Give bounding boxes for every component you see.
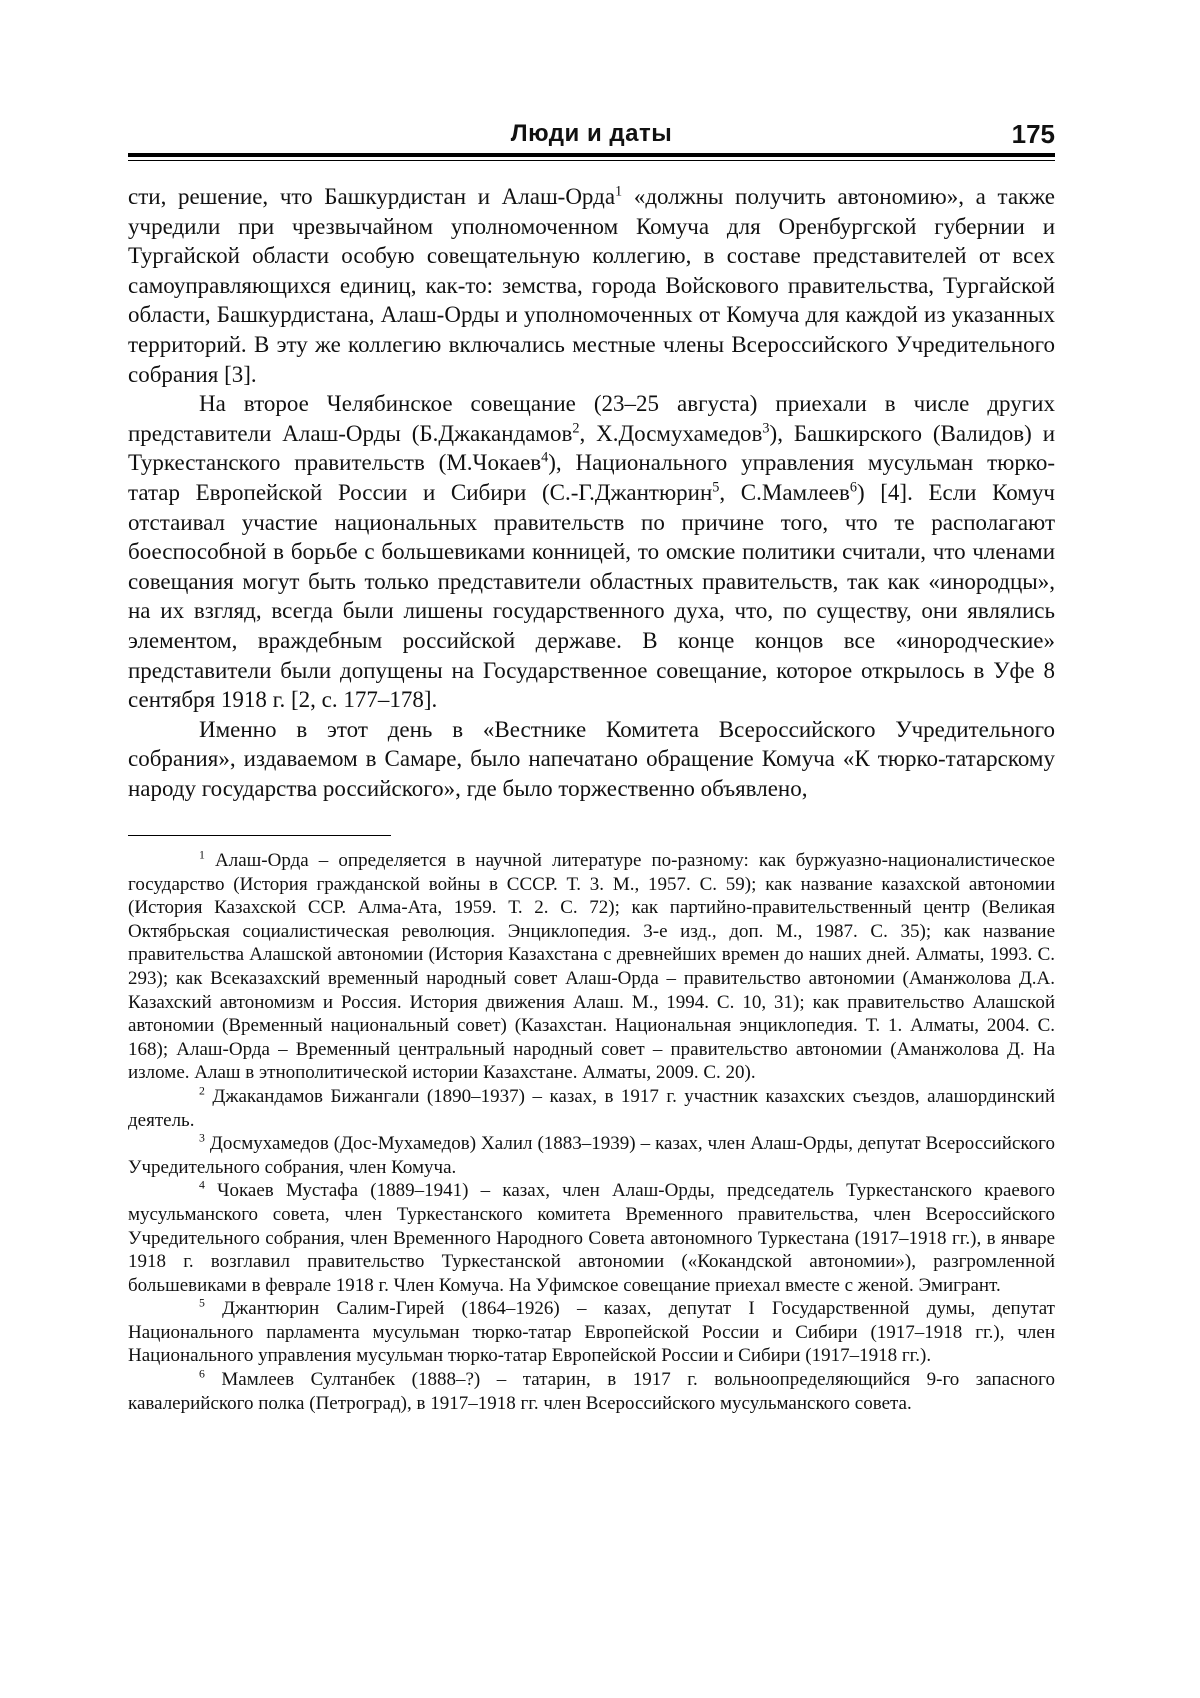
footnotes (128, 849, 1055, 1415)
page-number: 175 (1011, 119, 1055, 149)
paragraph-1 (128, 182, 1055, 389)
paragraph-2-text-b: , Х.Досмухамедов (579, 420, 763, 446)
running-title: Люди и даты (510, 120, 673, 147)
footnote-ref-6: 6 (849, 479, 857, 496)
footnote-3 (128, 1132, 1055, 1179)
footnote-mark-6: 6 (199, 1367, 205, 1381)
paragraph-2 (128, 389, 1055, 715)
header-rule-thick (128, 153, 1055, 157)
footnote-text-2: Джакандамов Бижангали (1890–1937) – казах, в 1917 г. участник казахских съездов, алашординский деятель. (128, 1085, 1055, 1131)
footnote-1 (128, 849, 1055, 1085)
footnote-ref-2: 2 (572, 420, 580, 437)
footnote-ref-3: 3 (762, 420, 770, 437)
footnote-text-3: Досмухамедов (Дос-Мухамедов) Халил (1883–1939) – казах, член Алаш-Орды, депутат Всероссийского Учредительного собрания, член Комуча. (128, 1133, 1055, 1178)
footnote-ref-4: 4 (541, 449, 549, 466)
footnote-text-1: Алаш-Орда – определяется в научной литературе по-разному: как буржуазно-националистическое государство (История гражданской войны в СССР. Т. 3. М., 1957. С. 59); как название казахской автономии (История Казахской ССР. Алма-Ата, 1959. Т. 2. С. 72); как партийно-правительственный центр (Великая Октябрьская социалистическая революция. Энциклопедия. 3-е изд., доп. М., 1987. С. 35); как название правительства Алашской автономии (История Казахстана с древнейших времен до наших дней. Алматы, 1993. С. 293); как Всеказахский временный народный совет Алаш-Орда – правительство автономии (Аманжолова Д.А. Казахский автономизм и Россия. История движения Алаш. М., 1994. С. 10, 31); как правительство Алашской автономии (Временный национальный совет) (Казахстан. Национальная энциклопедия. Т. 1. Алматы, 2004. С. 168); Алаш-Орда – Временный центральный народный совет – правительство автономии (Аманжолова Д. На изломе. Алаш в этнополитической истории Казахстане. Алматы, 2009. С. 20). (128, 850, 1055, 1084)
footnote-mark-1: 1 (199, 848, 205, 862)
footnote-mark-4: 4 (199, 1178, 205, 1192)
footnote-mark-2: 2 (199, 1084, 205, 1098)
footnote-ref-1: 1 (615, 183, 623, 200)
main-text (128, 182, 1055, 803)
footnote-text-6: Мамлеев Султанбек (1888–?) – татарин, в 1917 г. вольноопределяющийся 9-го запасного кавалерийского полка (Петроград), в 1917–1918 гг. член Всероссийского мусульманского совета. (128, 1369, 1055, 1414)
footnote-ref-5: 5 (712, 479, 720, 496)
footnote-mark-5: 5 (199, 1296, 205, 1310)
header-rule-thin (128, 160, 1055, 161)
paragraph-2-text-c: ), Башкирского (Валидов) и Туркестанского правительств (М.Чокаев (128, 420, 1056, 476)
footnote-5 (128, 1297, 1055, 1368)
paragraph-3: Именно в этот день в «Вестнике Комитета Всероссийского Учредительного собрания», издаваемом в Самаре, было напечатано обращение Комуча «К тюрко-татарскому народу государства российского», где было торжественно объявлено, (128, 716, 1055, 801)
footnote-4 (128, 1179, 1055, 1297)
footnote-separator (128, 835, 391, 836)
footnote-text-5: Джантюрин Салим-Гирей (1864–1926) – казах, депутат I Государственной думы, депутат Национального парламента мусульман тюрко-татар Европейской России и Сибири (1917–1918 гг.), член Национального управления мусульман тюрко-татар Европейской России и Сибири (1917–1918 гг.). (128, 1298, 1055, 1367)
footnote-text-4: Чокаев Мустафа (1889–1941) – казах, член Алаш-Орды, председатель Туркестанского краевого мусульманского совета, член Туркестанского комитета Временного правительства, член Всероссийского Учредительного собрания, член Временного Народного Совета автономного Туркестана (1917–1918 гг.), в январе 1918 г. возглавил правительство Туркестанской автономии («Кокандской автономии»), разгромленной большевиками в феврале 1918 г. Член Комуча. На Уфимское совещание приехал вместе с женой. Эмигрант. (128, 1180, 1055, 1296)
footnote-6 (128, 1368, 1055, 1415)
running-header (128, 118, 1055, 154)
paragraph-2-text-f: ) [4]. Если Комуч отстаивал участие национальных правительств по причине того, что те располагают боеспособной в борьбе с большевиками конницей, то омские политики считали, что членами совещания могут быть только представители областных правительств, так как «инородцы», на их взгляд, всегда были лишены государственного духа, что, по существу, они являлись элементом, враждебным российской державе. В конце концов все «инородческие» представители были допущены на Государственное совещание, которое открылось в Уфе 8 сентября 1918 г. [2, с. 177–178]. (128, 479, 1055, 713)
paragraph-1-text-a: сти, решение, что Башкурдистан и Алаш-Орда (128, 184, 616, 209)
paragraph-1-text-b: «должны получить автономию», а также учредили при чрезвычайном уполномоченном Комуча для Оренбургской губернии и Тургайской области особую совещательную коллегию, в составе представителей от всех самоуправляющихся единиц, как-то: земства, города Войскового правительства, Тургайской области, Башкурдистана, Алаш-Орды и уполномоченных от Комуча для каждой из указанных территорий. В эту же коллегию включались местные члены Всероссийского Учредительного собрания [3]. (128, 184, 1055, 387)
paragraph-2-text-a: На второе Челябинское совещание (23–25 августа) приехали в числе других представители Алаш-Орды (Б.Джакандамов (128, 391, 1055, 446)
paragraph-2-text-d: ), Национального управления мусульман тюрко-татар Европейской России и Сибири (С.-Г.Джантюрин (128, 450, 1055, 505)
footnote-2 (128, 1085, 1055, 1132)
footnote-mark-3: 3 (199, 1131, 205, 1145)
paragraph-2-text-e: , С.Мамлеев (719, 479, 850, 505)
